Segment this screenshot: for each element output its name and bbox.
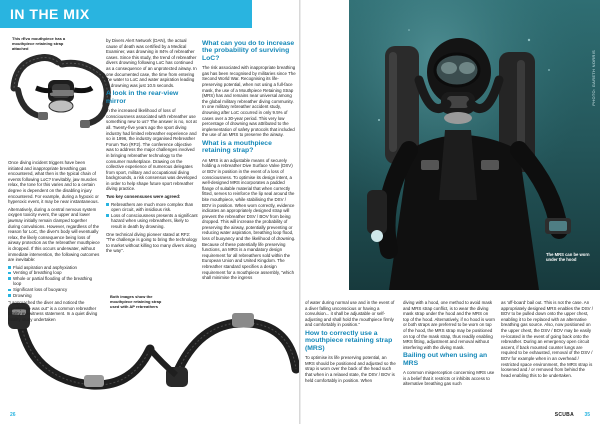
list-item: Fluid aspiration and asphyxiation: [8, 265, 100, 271]
article-column-5: [403, 300, 495, 389]
page-number-right: 35: [584, 412, 590, 418]
subheading-rear-view-mirror: A look in the rear-view mirror: [106, 90, 179, 105]
col2-paragraph-2: One technical diving pioneer stated at RF2: "The challenge is going to bring the technology to market without killing too many divers along the way".: [106, 231, 198, 254]
subheading-what-is-mrs: What is a mouthpiece retaining strap?: [202, 139, 272, 155]
subheading-how-to-use-mrs: How to correctly use a mouthpiece retaining strap (MRS): [305, 329, 393, 352]
col6-paragraph-1: as 'off-board' bail out. This is not the case. An appropriately designed MRS enables the DSV / BOV to be pulled down onto the upper chest, enabling it to be replaced with an alternative breathing gas source. Also, now positioned on the upper chest, the DSV / BOV may be easily re-located in the event of going back onto the rebreather. During an emergency open circuit ascent, if back mounted counter lungs are required to be exhausted, removal of the DSV / BOV for example when in an overhead / restricted space environment, the MRS strap is loosened and / or removed from behind the head enabling this to be undertaken.: [501, 300, 594, 378]
col2-consensus-list: [106, 202, 198, 230]
list-item: Whole or partial flooding of the breathing loop: [8, 276, 100, 287]
col3-paragraph-1: The risk associated with inappropriate breathing gas has been recognised by militaries since The Second World War. Recognising its life-preserving potential, when not using a full-face mask, the use of a Mouthpiece Retaining Strap (MRS) has and remains near universal among the global military rebreather diving community. In one military rebreather accident study, drowning after LoC occurred in only 9.5% of cases over a 30-year period. This very low percentage of drowning was attributed to the implementation of safety protocols that included the use of an MRS to preserve the airway.: [202, 65, 296, 138]
col3-paragraph-2: An MRS is an adjustable means of securely holding a rebreather Dive Surface Valve (DSV) or BOV in position in the event of a loss of consciousness. To optimise its design intent, a well-designed MRS incorporates a padded flange of suitable material that when correctly fitted, serves to reinforce the lip seal around the bite mouthpiece, while stabilising the DSV / BOV in position. When worn correctly, evidence indicates an appropriately designed strap will prevent the rebreather DSV / BOV from being dropped. This will increase the probability of preserving the airway, potentially preventing or reducing water aspiration, breathing loop flood, loss of buoyancy and the likelihood of drowning. Because of these potentially life preserving functions, an MRS is a mandatory design requirement for all rebreathers sold within the European Union and United Kingdom. The rebreather standard specifies a design requirement for a mouthpiece assembly, "which shall minimise the ingress: [202, 157, 296, 281]
page-gutter: [299, 0, 301, 424]
col1-outcomes-list: [8, 265, 100, 299]
col1-paragraph-2: Alternatively, during a central nervous system oxygen toxicity event, the upper and lower jawmay initially remain clamped together during convulsions. However, regardless of the reason for LoC, the diver's body will eventually relax, the likely consequence being loss of airway protection as the rebreather mouthpiece is dropped. If this occurs underwater, without immediate intervention, the following outcomes are inevitable:: [8, 206, 100, 263]
article-column-6: [501, 300, 595, 380]
article-column-3: [202, 38, 296, 283]
col1-paragraph-3: "I approached the diver and noticed the mouthpiece was out" is a common rebreather fatality eyewitness statement. In a quiet diving fatality study undertaken: [8, 300, 98, 323]
page-number-left: 26: [10, 412, 16, 418]
subheading-surviving-loc: What can you do to increase the probability of surviving LoC?: [202, 40, 295, 62]
col5-paragraph-1: diving with a hood, one method to avoid mask and MRS strap conflict, is to wear the diving mask strap under the hood and the MRS on top of the hood. Alternatively, if no hood is worn or both straps are preferred to be worn on top of the hood, the MRS strap may be positioned on top of the mask strap, thus readily enabling MRS fitting, adjustment and removal without interfering with the diving mask.: [403, 300, 495, 350]
list-item: Venting of breathing loop: [8, 270, 100, 276]
photo-credit: PHOTO: GARETH NORRIS: [591, 50, 596, 106]
diver-underwater-illustration: [349, 0, 600, 290]
col2-intro-paragraph: by Divers Alert Network (DAN), the actual cause of death was certified by a Medical Examiner, was drowning in 84% of rebreather cases. Since this study, the trend of rebreather divers drowning following LoC has continued as a consequence of an unprotected airway. In one documented case, the time from entering the water to LoC and water aspiration leading to drowning was just 10.5 seconds.: [106, 38, 197, 88]
straps-photo-caption: Both images show the mouthpiece retaining strap used with AP rebreathers: [110, 294, 162, 309]
list-item: Drowning: [8, 293, 100, 299]
rebreather-photo-caption: This rEvo mouthpiece has a mouthpiece retaining strap attached: [12, 36, 66, 51]
list-item: Rebreathers are much more complex than open circuit, with insidious risk.: [106, 202, 198, 213]
subheading-bailing-out: Bailing out when using an MRS: [403, 352, 488, 367]
col4-paragraph-1: of water during normal use and in the event of a diver falling unconscious or having a convulsion... it shall be adjustable or self-adjusting and shall hold the mouthpiece firmly and comfortably in position.": [305, 300, 395, 328]
article-column-1: [8, 160, 100, 325]
list-item: Significant loss of buoyancy: [8, 287, 100, 293]
article-column-4: [305, 300, 397, 385]
section-header: [0, 0, 252, 28]
list-item: Loss of consciousness presents a significant hazard when using rebreathers, likely to result in death by drowning.: [106, 213, 198, 230]
magazine-name: SCUBA: [554, 412, 574, 418]
col2-lead-in: Two key consensuses were agreed:: [106, 194, 181, 200]
col1-paragraph-1: Once diving incident triggers have been initiated and inappropriate breathing gas encountered, what then is the typical chain of events following LoC? Inevitably, jaw muscles relax, the tone for this varies and to a certain degree is dependent on the disabling injury encountered. For example, during a hypoxic or hyperoxic event, it may be near instantaneous.: [8, 160, 99, 205]
diver-photo: [349, 0, 600, 290]
article-column-2: [106, 38, 198, 256]
section-title: IN THE MIX: [10, 6, 90, 22]
col2-paragraph-1: In the increased likelihood of loss of consciousness associated with rebreather use something new to us? The answer is no, not at all. Twenty-five years ago the sport diving industry had limited rebreather experience and so in 1996, the industry organised Rebreather Forum Two (RF2). The conference objective was to address the major challenges involved in bringing rebreather technology to the consumer marketplace. Drawing on the collective experience of numerous delegates from sport, military and occupational diving backgrounds, a risk consensus was developed in order to help shape future sport rebreather diving practice.: [106, 108, 197, 192]
diver-photo-caption: The MRS can be worn under the hood: [546, 252, 590, 262]
col5-paragraph-2: A common misperception concerning MRS use is a belief that it restricts or inhibits access to alternative breathing gas such: [403, 370, 495, 387]
col4-paragraph-2: To optimise its life preserving potential, an MRS should be positioned and adjusted so the strap is worn over the back of the head such that when in a relaxed state, the DSV / BOV is held comfortably in position. When: [305, 355, 396, 383]
